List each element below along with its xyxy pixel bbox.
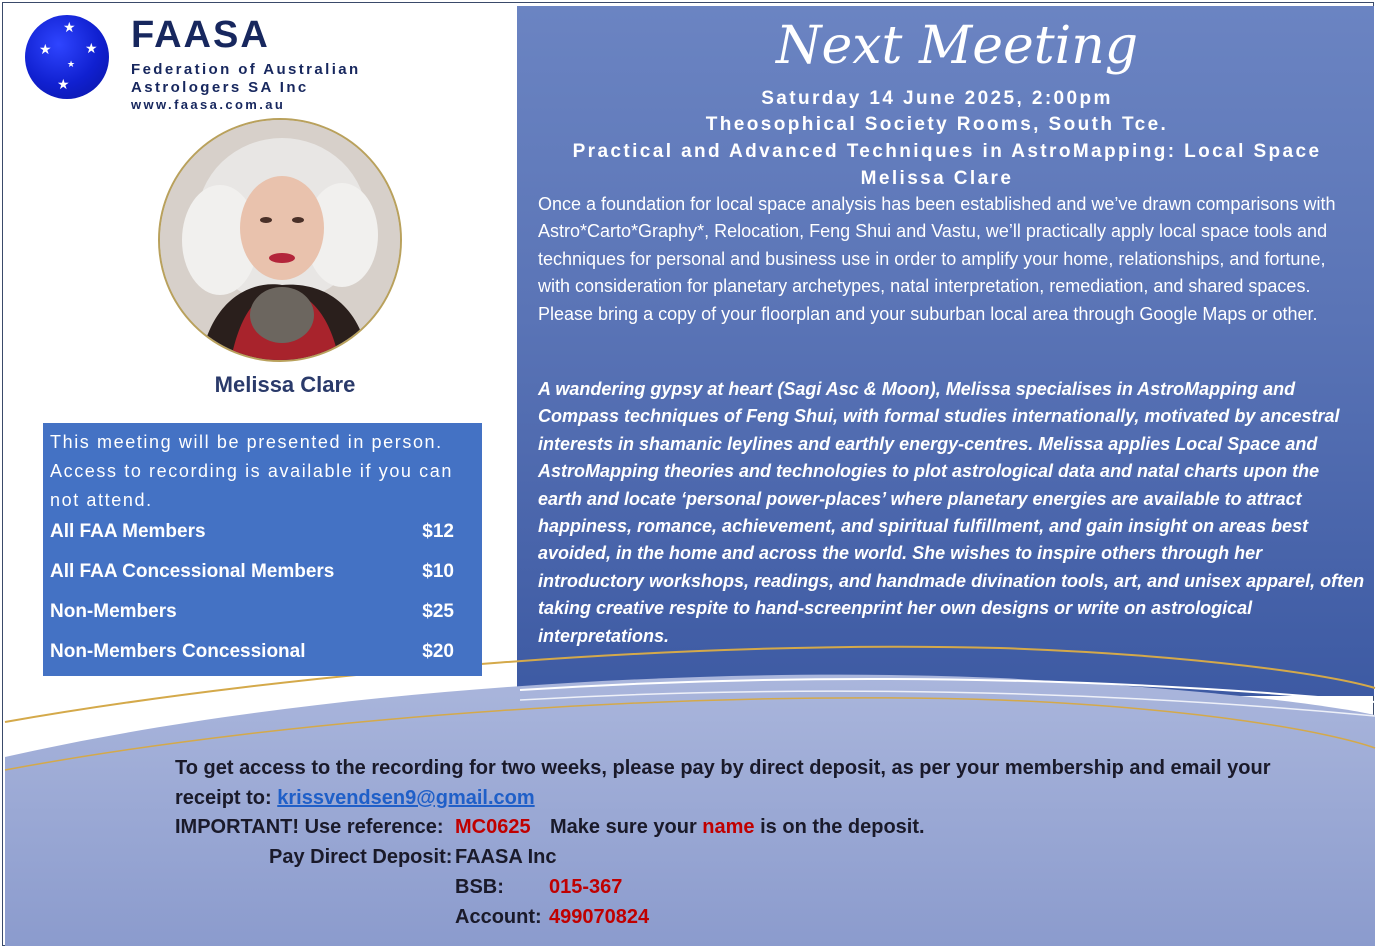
meeting-description: Once a foundation for local space analysis has been established and we’ve drawn comparisons with Astro*Carto*Graphy*, Relocation, Feng Shui and Vastu, we’ll practically apply local space tools and techniques for personal and business use in order to amplify your home, relationships, and fortune, with consideration for planetary archetypes, natal interpretation, remediation, and shared spaces. Please bring a copy of your floorplan and your suburban local area through Google Maps or other. [538, 194, 1336, 324]
org-abbreviation: FAASA [131, 14, 270, 56]
star-icon: ★ [39, 41, 52, 57]
org-name-line1: Federation of Australian [131, 61, 361, 78]
bsb-label: BSB: [455, 876, 504, 898]
price-amount: $25 [422, 601, 454, 622]
price-amount: $10 [422, 561, 454, 582]
attendance-note-line1: This meeting will be presented in person. [50, 432, 443, 452]
account-name: FAASA Inc [455, 846, 557, 868]
attendance-note-line2: Access to recording is available if you can [50, 461, 453, 481]
reminder-highlight: name [702, 816, 755, 838]
payment-intro-line2 [175, 787, 535, 810]
meeting-datetime: Saturday 14 June 2025, 2:00pm [761, 88, 1113, 109]
price-label: All FAA Concessional Members [50, 561, 335, 582]
price-amount: $12 [422, 521, 454, 542]
presenter-bio: A wandering gypsy at heart (Sagi Asc & Moon), Melissa specialises in AstroMapping and Compass techniques of Feng Shui, with formal studies internationally, motivated by ancestral interests in shamanic leylines and earthly energy-centres. Melissa applies Local Space and AstroMapping theories and technologies to plot astrological data and natal charts upon the earth and locate ‘personal power-places’ where planetary energies are available to attract happiness, romance, achievement, and spiritual fulfillment, and gain insight on areas best avoided, in the home and across the world. She wishes to inspire others through her introductory workshops, readings, and handmade divination tools, art, and unisex apparel, often taking creative respite to hand-screenprint her own designs or write on astrological interpretations. [538, 379, 1365, 646]
meeting-topic: Practical and Advanced Techniques in AstroMapping: Local Space [572, 141, 1322, 162]
important-label: IMPORTANT! Use reference: [175, 816, 444, 838]
reference-code: MC0625 [455, 816, 531, 838]
presenter-caption: Melissa Clare [214, 372, 356, 397]
price-label: Non-Members [50, 601, 177, 622]
presenter-silhouette [160, 120, 402, 362]
reference-line [175, 816, 444, 839]
account-number: 499070824 [549, 906, 650, 928]
account-label: Account: [455, 906, 542, 928]
price-label: Non-Members Concessional [50, 641, 306, 662]
org-name-line2: Astrologers SA Inc [131, 79, 309, 96]
price-amount: $20 [422, 641, 454, 662]
meeting-title: Next Meeting [775, 16, 1139, 76]
price-row [50, 521, 454, 543]
payment-intro-line1: To get access to the recording for two weeks, please pay by direct deposit, as per your membership and email your [175, 757, 1271, 779]
deposit-label: Pay Direct Deposit: [269, 846, 453, 868]
website: www.faasa.com.au [131, 97, 286, 112]
reminder-suffix: is on the deposit. [760, 816, 925, 838]
reminder-prefix: Make sure your [550, 816, 697, 838]
presenter-photo [158, 118, 402, 362]
star-icon: ★ [85, 40, 98, 56]
price-label: All FAA Members [50, 521, 206, 542]
receipt-label: receipt to: [175, 787, 272, 809]
star-icon: ★ [63, 19, 76, 35]
attendance-note [50, 428, 470, 515]
attendance-note-line3: not attend. [50, 490, 153, 510]
email-link[interactable]: krissvendsen9@gmail.com [277, 787, 535, 809]
southern-cross-logo [25, 15, 109, 99]
meeting-presenter: Melissa Clare [860, 168, 1014, 189]
star-icon: ★ [57, 76, 70, 92]
pricing-panel [43, 423, 482, 676]
bsb-number: 015-367 [549, 876, 623, 898]
price-row [50, 561, 454, 583]
price-row [50, 601, 454, 623]
deposit-name-reminder [550, 816, 925, 839]
star-icon: ★ [67, 59, 76, 69]
meeting-venue: Theosophical Society Rooms, South Tce. [705, 114, 1169, 135]
price-row [50, 641, 454, 663]
